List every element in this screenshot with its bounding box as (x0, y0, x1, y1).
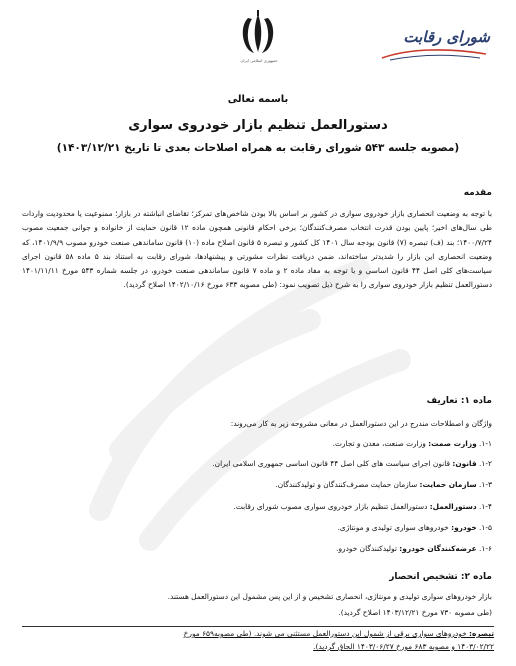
definition-number: ۱-۵. (479, 523, 492, 532)
tabsare-text: خودروهای سواری برقی از شمول این دستورالعمل مستثنی می شوند. (طی مصوبه۶۵۹ مورخ (183, 629, 469, 638)
tabsare-box (22, 626, 494, 653)
definition-number: ۱-۳. (479, 480, 492, 489)
definition-desc: سازمان حمایت مصرف‌کنندگان و تولیدکنندگان. (275, 480, 420, 489)
emblem-caption: جمهوری اسلامی ایران (240, 58, 278, 63)
iran-emblem-icon (234, 8, 282, 58)
definition-desc: وزارت صنعت، معدن و تجارت. (332, 439, 429, 448)
article-2-note: (طی مصوبه ۷۳۰ مورخ ۱۴۰۳/۱۲/۲۱ اصلاح گردید). (338, 608, 492, 617)
definition-term: عرضه‌کنندگان خودرو: (399, 544, 477, 553)
definition-desc: قانون اجرای سیاست های کلی اصل ۴۴ قانون اساسی جمهوری اسلامی ایران. (212, 459, 453, 468)
bismillah-heading: باسمه تعالی (227, 94, 289, 105)
intro-title: مقدمه (463, 188, 492, 198)
definition-desc: تولیدکنندگان خودرو. (336, 544, 400, 553)
definition-number: ۱-۱. (479, 439, 492, 448)
logo-swoosh-icon (380, 46, 490, 62)
article-1-lead: واژگان و اصطلاحات مندرج در این دستورالعمل در معانی مشروحه زیر به کار می‌روند: (230, 419, 492, 428)
logo-text: شورای رقابت (403, 28, 490, 46)
article-2-text: بازار خودروهای سواری تولیدی و مونتاژی، انحصاری تشخیص و از این پس مشمول این دستورالعمل هستند. (167, 592, 492, 601)
tabsare-line (22, 627, 494, 640)
definition-item (275, 480, 492, 489)
definition-number: ۱-۲. (479, 459, 492, 468)
document-subtitle: (مصوبه جلسه ۵۴۳ شورای رقابت به همراه اصلاحات بعدی تا تاریخ ۱۴۰۳/۱۲/۲۱) (56, 142, 460, 154)
definition-desc: خودروهای سواری تولیدی و مونتاژی. (337, 523, 452, 532)
definition-term: خودرو: (451, 523, 477, 532)
tabsare-line-2 (22, 640, 494, 653)
definition-number: ۱-۶. (479, 544, 492, 553)
definition-item (333, 439, 492, 448)
definition-item (336, 544, 492, 553)
definition-item (233, 502, 492, 511)
definition-term: قانون: (452, 459, 477, 468)
intro-paragraph: با توجه به وضعیت انحصاری بازار خودروی سواری در کشور بر اساس بالا بودن شاخص‌های تمرکز؛ تقاضای انباشته در بازار؛ ممنوعیت یا محدودیت واردات طی سال‌های اخیر؛ پایین بودن قدرت انتخاب مصرف‌کنندگان؛ برخی احکام قانونی همچون ماده ۱۲ قانون حمایت از خانواده و جوانی جمعیت مصوب ۱۴۰۰/۷/۲۴؛ بند (ف) تبصره (۷) قانون بودجه سال ۱۴۰۱ کل کشور و تبصره ۵ قانون اصلاح ماده (۱۰) قانون ساماندهی صنعت خودرو مصوب ۱۴۰۱/۹/۹، که وضعیت انحصاری این بازار را شدیدتر ساخته‌اند، ضمن دریافت نظرات مشورتی و پیشنهادها، شورای رقابت به استناد بند ۵ ماده ۵۸ قانون اجرای سیاست‌های کلی اصل ۴۴ قانون اساسی و با توجه به مفاد ماده ۲ و ماده ۷ قانون ساماندهی صنعت خودرو، در جلسه شماره ۵۴۳ مورخ ۱۴۰۱/۱۱/۱۱ دستورالعمل تنظیم بازار خودروی سواری را به شرح ذیل تصویب نمود: (طی مصوبه ۶۳۳ مورخ ۱۴۰۲/۱۰/۱۶ اصلاح گردید). (22, 209, 493, 290)
definition-item (338, 523, 492, 532)
article-1-title: ماده ۱: تعاریف (426, 396, 492, 406)
document-title: دستورالعمل تنظیم بازار خودروی سواری (128, 118, 388, 133)
definition-number: ۱-۴. (479, 502, 492, 511)
definition-term: سازمان حمایت: (419, 480, 477, 489)
definition-desc: دستورالعمل تنظیم بازار خودروی سواری مصوب شورای رقابت. (233, 502, 430, 511)
tabsare-text-2: ۱۴۰۳/۰۲/۲۲ و مصوبه ۶۸۳ مورخ ۱۴۰۳/۰۶/۲۷ الحاق گردید). (313, 642, 494, 651)
definition-item (212, 459, 492, 468)
competition-council-logo (380, 28, 490, 60)
definition-term: دستورالعمل: (429, 502, 477, 511)
tabsare-label: تبصره: (469, 629, 494, 638)
definition-term: وزارت صمت: (428, 439, 477, 448)
article-2-title: ماده ۲: تشخیص انحصار (389, 572, 492, 582)
